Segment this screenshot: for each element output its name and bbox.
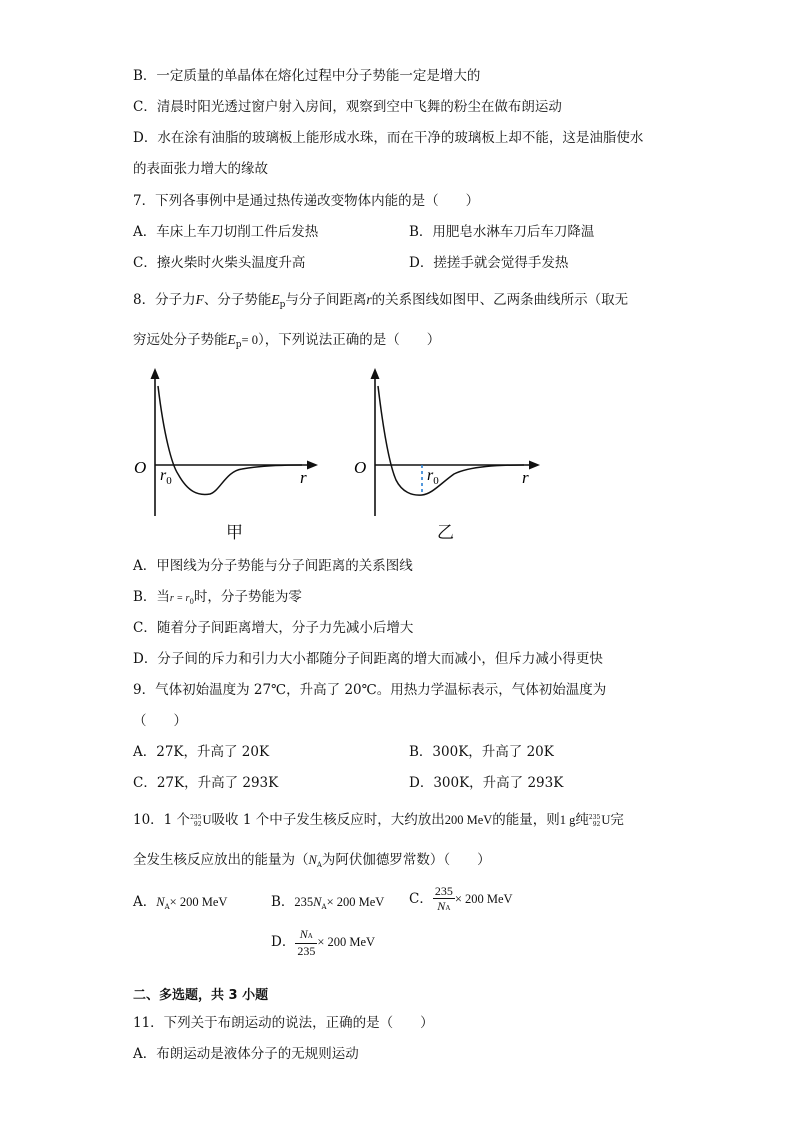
q6-option-d-line2: 的表面张力增大的缘故 xyxy=(133,161,268,177)
q9-option-b: B．300K，升高了 20K xyxy=(409,744,554,760)
q10-stem-text: 纯 xyxy=(575,812,589,828)
q10-option-c-label: C． xyxy=(409,891,433,907)
q10-option-b-expr: × 200 MeV xyxy=(326,895,385,909)
force-symbol: F xyxy=(195,292,204,307)
graph-yi-curve xyxy=(378,386,524,495)
q8-option-b-text: 时，分子势能为零 xyxy=(193,589,302,605)
mass-value: 1 g xyxy=(559,813,576,827)
q6-option-d-line1: D．水在涂有油脂的玻璃板上能形成水珠，而在干净的玻璃板上却不能，这是油脂使水 xyxy=(133,130,644,146)
q10-stem-text: 为阿伏伽德罗常数）（ ） xyxy=(321,852,491,868)
q10-option-b-label: B． xyxy=(271,894,295,910)
graph-yi-r0-label: $r_0$ xyxy=(427,467,439,487)
q9-option-c: C．27K，升高了 293K xyxy=(133,775,279,791)
q10-stem-text: 完 xyxy=(610,812,624,828)
energy-symbol: E xyxy=(227,332,236,347)
q7-option-d: D．搓搓手就会觉得手发热 xyxy=(409,255,569,271)
q11-stem: 11．下列关于布朗运动的说法，正确的是（ ） xyxy=(133,1015,434,1031)
q8-stem-text: 与分子间距离 xyxy=(285,292,367,308)
q8-option-a: A．甲图线为分子势能与分子间距离的关系图线 xyxy=(133,558,413,574)
q7-option-c: C．擦火柴时火柴头温度升高 xyxy=(133,255,306,271)
graph-jia-curve xyxy=(158,386,302,494)
q8-stem-text: 8．分子力 xyxy=(133,292,196,308)
q10-option-a-label: A． xyxy=(133,894,157,910)
avogadro-subscript: A xyxy=(321,903,327,911)
graph-jia xyxy=(130,366,330,521)
graph-jia-r-axis-label: r xyxy=(300,468,307,487)
graph-yi-caption: 乙 xyxy=(437,523,454,543)
q10-option-c-fraction: $\frac{235}{NA}$ xyxy=(434,884,453,913)
q8-stem-line1 xyxy=(133,291,628,314)
graph-jia-origin-label: O xyxy=(134,458,147,477)
avogadro-symbol: N xyxy=(308,853,317,867)
q9-stem: 9．气体初始温度为 27℃，升高了 20℃。用热力学温标表示，气体初始温度为 xyxy=(133,682,607,698)
avogadro-symbol: N xyxy=(313,895,322,909)
q10-stem-line1 xyxy=(133,811,624,829)
graph-yi-x-arrow xyxy=(529,461,540,470)
q8-option-b xyxy=(133,588,302,611)
graph-yi-origin-label: O xyxy=(354,458,367,477)
q10-stem-text: 吸收 1 个中子发生核反应时，大约放出 xyxy=(211,812,445,828)
q10-option-b-coef: 235 xyxy=(294,895,314,909)
q10-option-b xyxy=(271,893,384,916)
uranium-nuclide-numbers: 235 92 xyxy=(588,813,601,828)
graph-yi-y-arrow xyxy=(371,368,380,379)
graph-yi-r-axis-label: r xyxy=(522,468,529,487)
uranium-symbol: U xyxy=(601,813,611,827)
distance-symbol: r xyxy=(366,292,372,307)
q10-option-d-expr: × 200 MeV xyxy=(317,935,376,949)
q8-stem-text: 穷远处分子势能 xyxy=(133,332,228,348)
energy-subscript: p xyxy=(235,340,242,350)
uranium-symbol: U xyxy=(202,813,212,827)
q8-option-b-text: B．当 xyxy=(133,589,170,605)
energy-subscript: p xyxy=(279,300,286,310)
q7-stem: 7．下列各事例中是通过热传递改变物体内能的是（ ） xyxy=(133,193,480,209)
q10-stem-text: 10．1 个 xyxy=(133,812,191,828)
energy-symbol: E xyxy=(271,292,280,307)
q8-stem-text: 的关系图线如图甲、乙两条曲线所示（取无 xyxy=(371,292,629,308)
avogadro-symbol: N xyxy=(156,895,165,909)
graph-jia-caption: 甲 xyxy=(226,523,243,543)
q10-option-c-expr: × 200 MeV xyxy=(454,892,513,906)
q9-option-a: A．27K，升高了 20K xyxy=(133,744,270,760)
q10-option-c xyxy=(409,884,513,915)
graph-jia-x-arrow xyxy=(307,461,318,470)
avogadro-subscript: A xyxy=(164,903,170,911)
q10-option-d-fraction: $\frac{NA}{235}$ xyxy=(297,927,316,958)
q8-option-d: D．分子间的斥力和引力大小都随分子间距离的增大而减小，但斥力减小得更快 xyxy=(133,651,603,667)
graph-jia-y-arrow xyxy=(151,368,160,379)
q7-option-a: A．车床上车刀切削工件后发热 xyxy=(133,224,319,240)
section-title: 二、多选题，共 3 小题 xyxy=(133,988,269,1003)
energy-value: 200 MeV xyxy=(444,813,493,827)
q10-option-a xyxy=(133,893,227,916)
q8-stem-text: ），下列说法正确的是（ ） xyxy=(257,332,441,348)
q11-option-a: A．布朗运动是液体分子的无规则运动 xyxy=(133,1046,359,1062)
q8-stem-text: 、分子势能 xyxy=(203,292,272,308)
q8-option-c: C．随着分子间距离增大，分子力先减小后增大 xyxy=(133,620,414,636)
graph-jia-r0-label: $r_0$ xyxy=(160,467,172,487)
q6-option-c: C．清晨时阳光透过窗户射入房间，观察到空中飞舞的粉尘在做布朗运动 xyxy=(133,99,562,115)
q9-paren: （ ） xyxy=(133,713,187,729)
energy-zero-eq: = 0 xyxy=(241,333,258,347)
r0-subscript: 0 xyxy=(189,598,194,606)
q7-option-b: B．用肥皂水淋车刀后车刀降温 xyxy=(409,224,595,240)
uranium-nuclide-numbers: 235 92 xyxy=(190,813,202,828)
q10-option-a-expr: × 200 MeV xyxy=(169,895,228,909)
q10-stem-text: 的能量，则 xyxy=(492,812,560,828)
q10-stem-line2 xyxy=(133,851,491,874)
q10-stem-text: 全发生核反应放出的能量为（ xyxy=(133,852,309,868)
q8-stem-line2 xyxy=(133,331,440,354)
q9-option-d: D．300K，升高了 293K xyxy=(409,775,564,791)
graph-yi xyxy=(350,366,550,521)
q10-option-d xyxy=(271,927,375,958)
r-equals-r0: r = r xyxy=(169,593,190,604)
q6-option-b: B．一定质量的单晶体在熔化过程中分子势能一定是增大的 xyxy=(133,68,481,84)
q10-option-d-label: D． xyxy=(271,934,296,950)
avogadro-subscript: A xyxy=(316,861,322,869)
